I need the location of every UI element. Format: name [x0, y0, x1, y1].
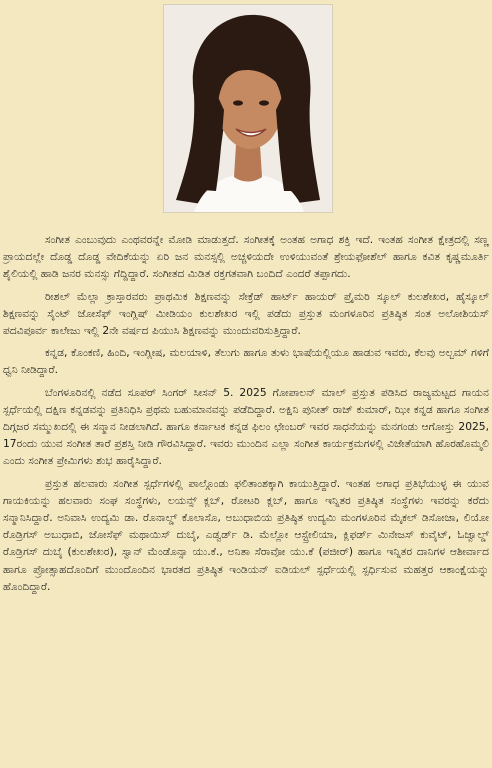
- article-body: [3, 231, 489, 600]
- paragraph-awards: ಬೆಂಗಳೂರಿನಲ್ಲಿ ನಡೆದ ಸೂಪರ್ ಸಿಂಗರ್ ಸೀಸನ್ 5. 2025 ಗೋಪಾಲನ್ ಮಾಲ್ ಪ್ರಸ್ತುತ ಪಡಿಸಿದ ರಾಜ್ಯಮಟ್ಟದ ಗಾಯನ ಸ್ಪರ್ಧೆಯಲ್ಲಿ ದಕ್ಷಿಣ ಕನ್ನಡವನ್ನು ಪ್ರತಿನಿಧಿಸಿ ಪ್ರಥಮ ಬಹುಮಾನವನ್ನು ಪಡೆದಿದ್ದಾರೆ. ಅಕ್ಷಿನಿ ಪುನೀತ್ ರಾಜ್ ಕುಮಾರ್, ಝೀ ಕನ್ನಡ ಹಾಗೂ ಸಂಗೀತ ದಿಗ್ಗಜರ ಸಮ್ಮುಖದಲ್ಲಿ ಈ ಸನ್ಮಾನ ನೀಡಲಾಗಿದೆ. ಹಾಗೂ ಕರ್ನಾಟಕ ಕನ್ನಡ ಫಿಲಂ ಛೇಂಬರ್ ಇವರ ಸಾಧನೆಯನ್ನು ಮನಗಂಡು ಆಗೋಸ್ತು 2025, 17ರಂದು ಯುವ ಸಂಗೀತ ತಾರೆ ಪ್ರಶಸ್ತಿ ನೀಡಿ ಗೌರವಿಸಿದ್ದಾರೆ. ಇವರು ಮುಂದಿನ ಎಲ್ಲಾ ಸಂಗೀತ ಕಾರ್ಯಕ್ರಮಗಳಲ್ಲಿ ವಿಜೇತೆಯಾಗಿ ಹೊರಹೊಮ್ಮಲಿ ಎಂದು ಸಂಗೀತ ಪ್ರೇಮಿಗಳು ಶುಭ ಹಾರೈಸಿದ್ದಾರೆ.: [3, 385, 489, 468]
- portrait-photo: [163, 4, 333, 213]
- paragraph-intro: ಸಂಗೀತ ಎಂಬುವುದು ಎಂಥವರನ್ನೇ ಮೋಡಿ ಮಾಡುತ್ತದೆ. ಸಂಗೀತಕ್ಕೆ ಅಂತಹ ಅಗಾಧ ಶಕ್ತಿ ಇದೆ. ಇಂತಹ ಸಂಗೀತ ಕ್ಷೇತ್ರದಲ್ಲಿ ಸಣ್ಣ ಪ್ರಾಯದಲ್ಲೇ ದೊಡ್ಡ ದೊಡ್ಡ ವೇದಿಕೆಯನ್ನು ಏರಿ ಜನ ಮನಸ್ಸಲ್ಲಿ ಅಚ್ಚಳಿಯದೇ ಉಳಿಯುವಂತೆ ಶ್ರೇಯಫೋಶೆಲ್ ಹಾಗೂ ಕವಿತ ಕೃಷ್ಣಮೂರ್ತಿ ಶೈಲಿಯಲ್ಲಿ ಹಾಡಿ ಜನರ ಮನಸ್ಸು ಗೆದ್ದಿದ್ದಾರೆ. ಸಂಗೀತದ ಮಿಡಿತ ರಕ್ತಗತವಾಗಿ ಬಂದಿದೆ ಎಂದರೆ ತಪ್ಪಾಗದು.: [3, 233, 489, 281]
- paragraph-languages: ಕನ್ನಡ, ಕೊಂಕಣಿ, ಹಿಂದಿ, ಇಂಗ್ಲೀಷ, ಮಲಯಾಳಿ, ತೆಲುಗು ಹಾಗೂ ತುಳು ಭಾಷೆಯಲ್ಲಿಯೂ ಹಾಡುವ ಇವರು, ಕೆಲವು ಅಲ್ಬಮ್ ಗಳಿಗೆ ಧ್ವನಿ ನೀಡಿದ್ದಾರೆ.: [3, 346, 489, 377]
- paragraph-supporters: ಪ್ರಸ್ತುತ ಹಲವಾರು ಸಂಗೀತ ಸ್ಪರ್ಧೆಗಳಲ್ಲಿ ಪಾಲ್ಗೊಂಡು ಫಲಿತಾಂಶಕ್ಕಾಗಿ ಕಾಯುತ್ತಿದ್ದಾರೆ. ಇಂತಹ ಅಗಾಧ ಪ್ರತಿಭೆಯುಳ್ಳ ಈ ಯುವ ಗಾಯಕಿಯನ್ನು ಹಲವಾರು ಸಂಘ ಸಂಸ್ಥೆಗಳು, ಲಯನ್ಸ್ ಕ್ಲಬ್, ರೋಟರಿ ಕ್ಲಬ್, ಹಾಗೂ ಇನ್ನಿತರ ಪ್ರತಿಷ್ಠಿತ ಸಂಸ್ಥೆಗಳು ಇವರನ್ನು ಕರೆದು ಸನ್ಮಾನಿಸಿದ್ದಾರೆ. ಅನಿವಾಸಿ ಉದ್ಯಮಿ ಡಾ. ರೊನಾಲ್ಡ್ ಕೊಲಾಸೊ, ಅಬುಧಾಬಿಯ ಪ್ರತಿಷ್ಠಿತ ಉದ್ಯಮಿ ಮಂಗಳೂರಿನ ಮೈಕಲ್ ಡಿಸೋಜಾ, ಲಿಯೋ ರೊಡ್ರಿಗಸ್ ಅಬುಧಾಬಿ, ಜೋಸೆಫ್ ಮಥಾಯಿಸ್ ದುಬೈ, ಎಡ್ವರ್ಡ್ ಡಿ. ಮೆಲ್ಲೋ ಆಸ್ಟ್ರೇಲಿಯಾ, ಕ್ಲಿಫರ್ಡ್ ಮಿನೇಜಸ್ ಕುವೈಟ್, ಓಜ್ವಾಲ್ಡ್ ರೊಡ್ರಿಗಸ್ ದುಬೈ (ಕುಲಶೇಖರ), ಸ್ವಾನ್ ಮೆಂಡೊನ್ಸಾ ಯು.ಕೆ., ಅನಿತಾ ಸೆರಾವೋ ಯು.ಕೆ (ಪಜೀರ್) ಹಾಗೂ ಇನ್ನಿತರ ದಾನಿಗಳ ಆಶೀರ್ವಾದ ಹಾಗೂ ಪ್ರೋತ್ಸಾಹದೊಂದಿಗೆ ಮುಂದೊಂದಿನ ಭಾರತದ ಪ್ರತಿಷ್ಠಿತ ಇಂಡಿಯನ್ ಐಡಿಯಲ್ ಸ್ಪರ್ಧೆಯಲ್ಲಿ ಸ್ಪರ್ಧಿಸುವ ಮಹತ್ತರ ಆಕಾಂಕ್ಷೆಯನ್ನು ಹೊಂದಿದ್ದಾರೆ.: [3, 476, 490, 593]
- portrait-image: [164, 5, 332, 212]
- paragraph-education: ರೀಶಲ್ ಮೆಲ್ಲಾ ಕ್ರಾಸ್ತಾರವರು ಪ್ರಾಥಮಿಕ ಶಿಕ್ಷಣವನ್ನು ಸೇಕ್ರೆಡ್ ಹಾರ್ಟ್ ಹಾಯರ್ ಪ್ರೈಮರಿ ಸ್ಕೂಲ್ ಕುಲಶೇಖರ, ಹೈಸ್ಕೂಲ್ ಶಿಕ್ಷಣವನ್ನು ಸೈಂಟ್ ಜೋಸೆಫ್ ಇಂಗ್ಲಿಷ್ ಮೀಡಿಯಂ ಕುಲಶೇಖರ ಇಲ್ಲಿ ಪಡೆದು ಪ್ರಸ್ತುತ ಮಂಗಳೂರಿನ ಪ್ರತಿಷ್ಠಿತ ಸಂತ ಅಲೋಶಿಯಸ್ ಪದವಿಪೂರ್ವ ಕಾಲೇಜು ಇಲ್ಲಿ 2ನೇ ವರ್ಷದ ಪಿಯುಸಿ ಶಿಕ್ಷಣವನ್ನು ಮುಂದುವರಿಸುತ್ತಿದ್ದಾರೆ.: [3, 289, 489, 338]
